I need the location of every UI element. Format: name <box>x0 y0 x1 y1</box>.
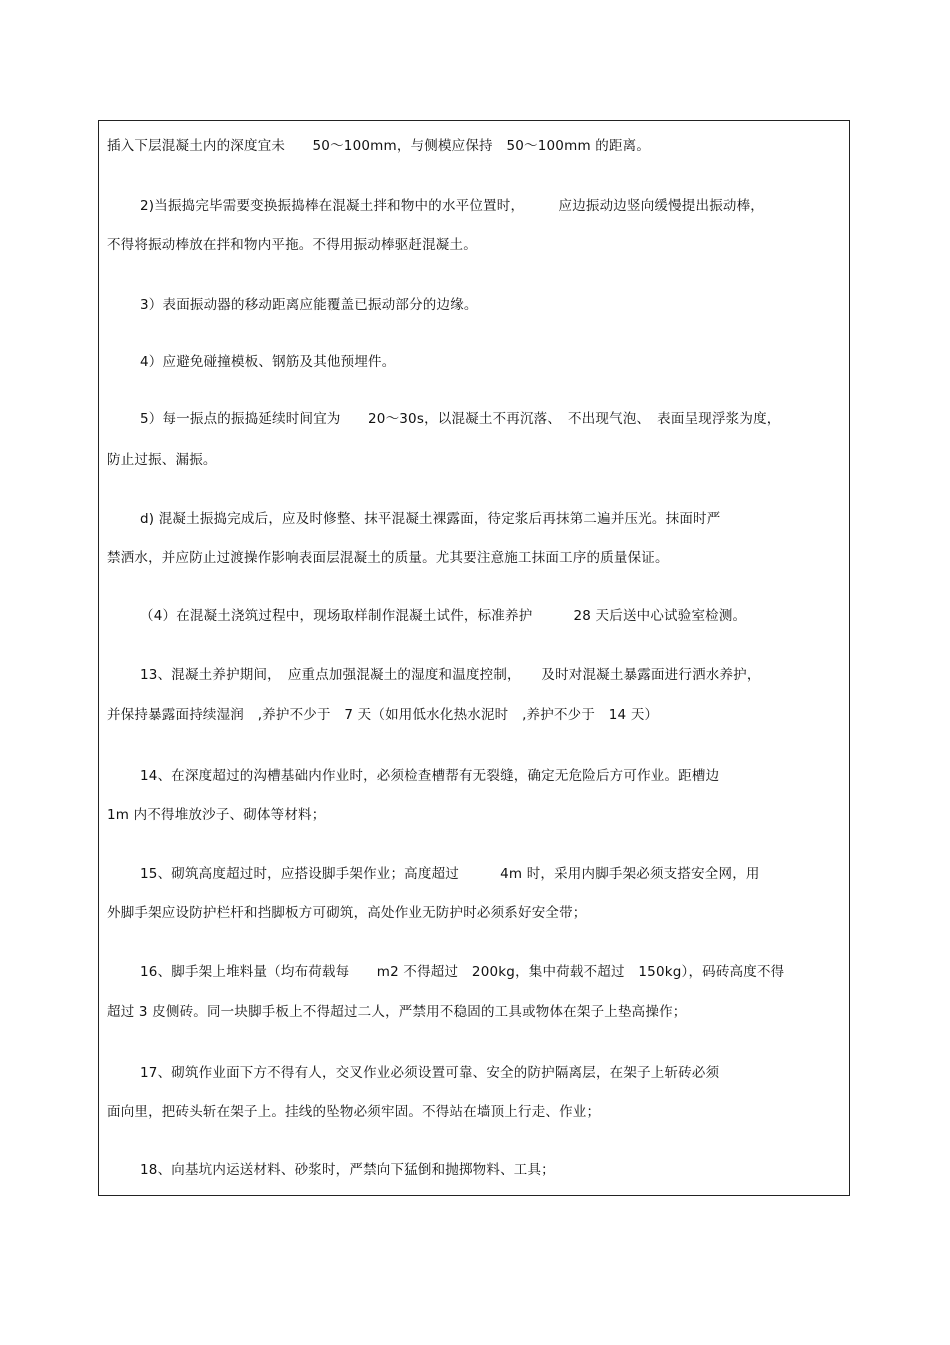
text-line-13: 14、在深度超过的沟槽基础内作业时，必须检查槽帮有无裂缝，确定无危险后方可作业。距槽边 <box>140 768 720 784</box>
text-line-18: 超过 3 皮侧砖。同一块脚手板上不得超过二人，严禁用不稳固的工具或物体在架子上垫高操作； <box>107 1004 687 1020</box>
text-line-1: 插入下层混凝土内的深度宜未 50～100mm，与侧模应保持 50～100mm 的距离。 <box>107 138 651 154</box>
text-line-21: 18、向基坑内运送材料、砂浆时，严禁向下猛倒和抛掷物料、工具； <box>140 1162 555 1178</box>
text-line-2: 2)当振捣完毕需要变换振捣棒在混凝土拌和物中的水平位置时， 应边振动边竖向缓慢提出振动棒， <box>140 198 765 214</box>
page-border-box <box>98 120 850 1196</box>
text-line-12: 并保持暴露面持续湿润 ,养护不少于 7 天（如用低水化热水泥时 ,养护不少于 14 天） <box>107 707 659 723</box>
text-line-3: 不得将振动棒放在拌和物内平拖。不得用振动棒驱赶混凝土。 <box>107 237 477 253</box>
text-line-4: 3）表面振动器的移动距离应能覆盖已振动部分的边缘。 <box>140 297 478 313</box>
text-line-5: 4）应避免碰撞模板、钢筋及其他预埋件。 <box>140 354 396 370</box>
text-line-15: 15、砌筑高度超过时，应搭设脚手架作业；高度超过 4m 时，采用内脚手架必须支搭安全网，用 <box>140 866 760 882</box>
text-line-14: 1m 内不得堆放沙子、砌体等材料； <box>107 807 326 823</box>
text-line-19: 17、砌筑作业面下方不得有人，交叉作业必须设置可靠、安全的防护隔离层，在架子上斩砖必须 <box>140 1065 720 1081</box>
text-line-7: 防止过振、漏振。 <box>107 452 217 468</box>
text-line-10: （4）在混凝土浇筑过程中，现场取样制作混凝土试件，标准养护 28 天后送中心试验室检测。 <box>140 608 747 624</box>
text-line-17: 16、脚手架上堆料量（均布荷载每 m2 不得超过 200kg，集中荷载不超过 150kg），码砖高度不得 <box>140 964 785 980</box>
text-line-11: 13、混凝土养护期间， 应重点加强混凝土的湿度和温度控制， 及时对混凝土暴露面进行洒水养护， <box>140 667 761 683</box>
text-line-8: d) 混凝土振捣完成后，应及时修整、抹平混凝土裸露面，待定浆后再抹第二遍并压光。抹面时严 <box>140 511 721 527</box>
text-line-20: 面向里，把砖头斩在架子上。挂线的坠物必须牢固。不得站在墙顶上行走、作业； <box>107 1104 601 1120</box>
text-line-6: 5）每一振点的振捣延续时间宜为 20～30s，以混凝土不再沉落、 不出现气泡、 表面呈现浮浆为度， <box>140 411 781 427</box>
text-line-9: 禁洒水，并应防止过渡操作影响表面层混凝土的质量。尤其要注意施工抹面工序的质量保证。 <box>107 550 669 566</box>
text-line-16: 外脚手架应设防护栏杆和挡脚板方可砌筑，高处作业无防护时必须系好安全带； <box>107 905 587 921</box>
